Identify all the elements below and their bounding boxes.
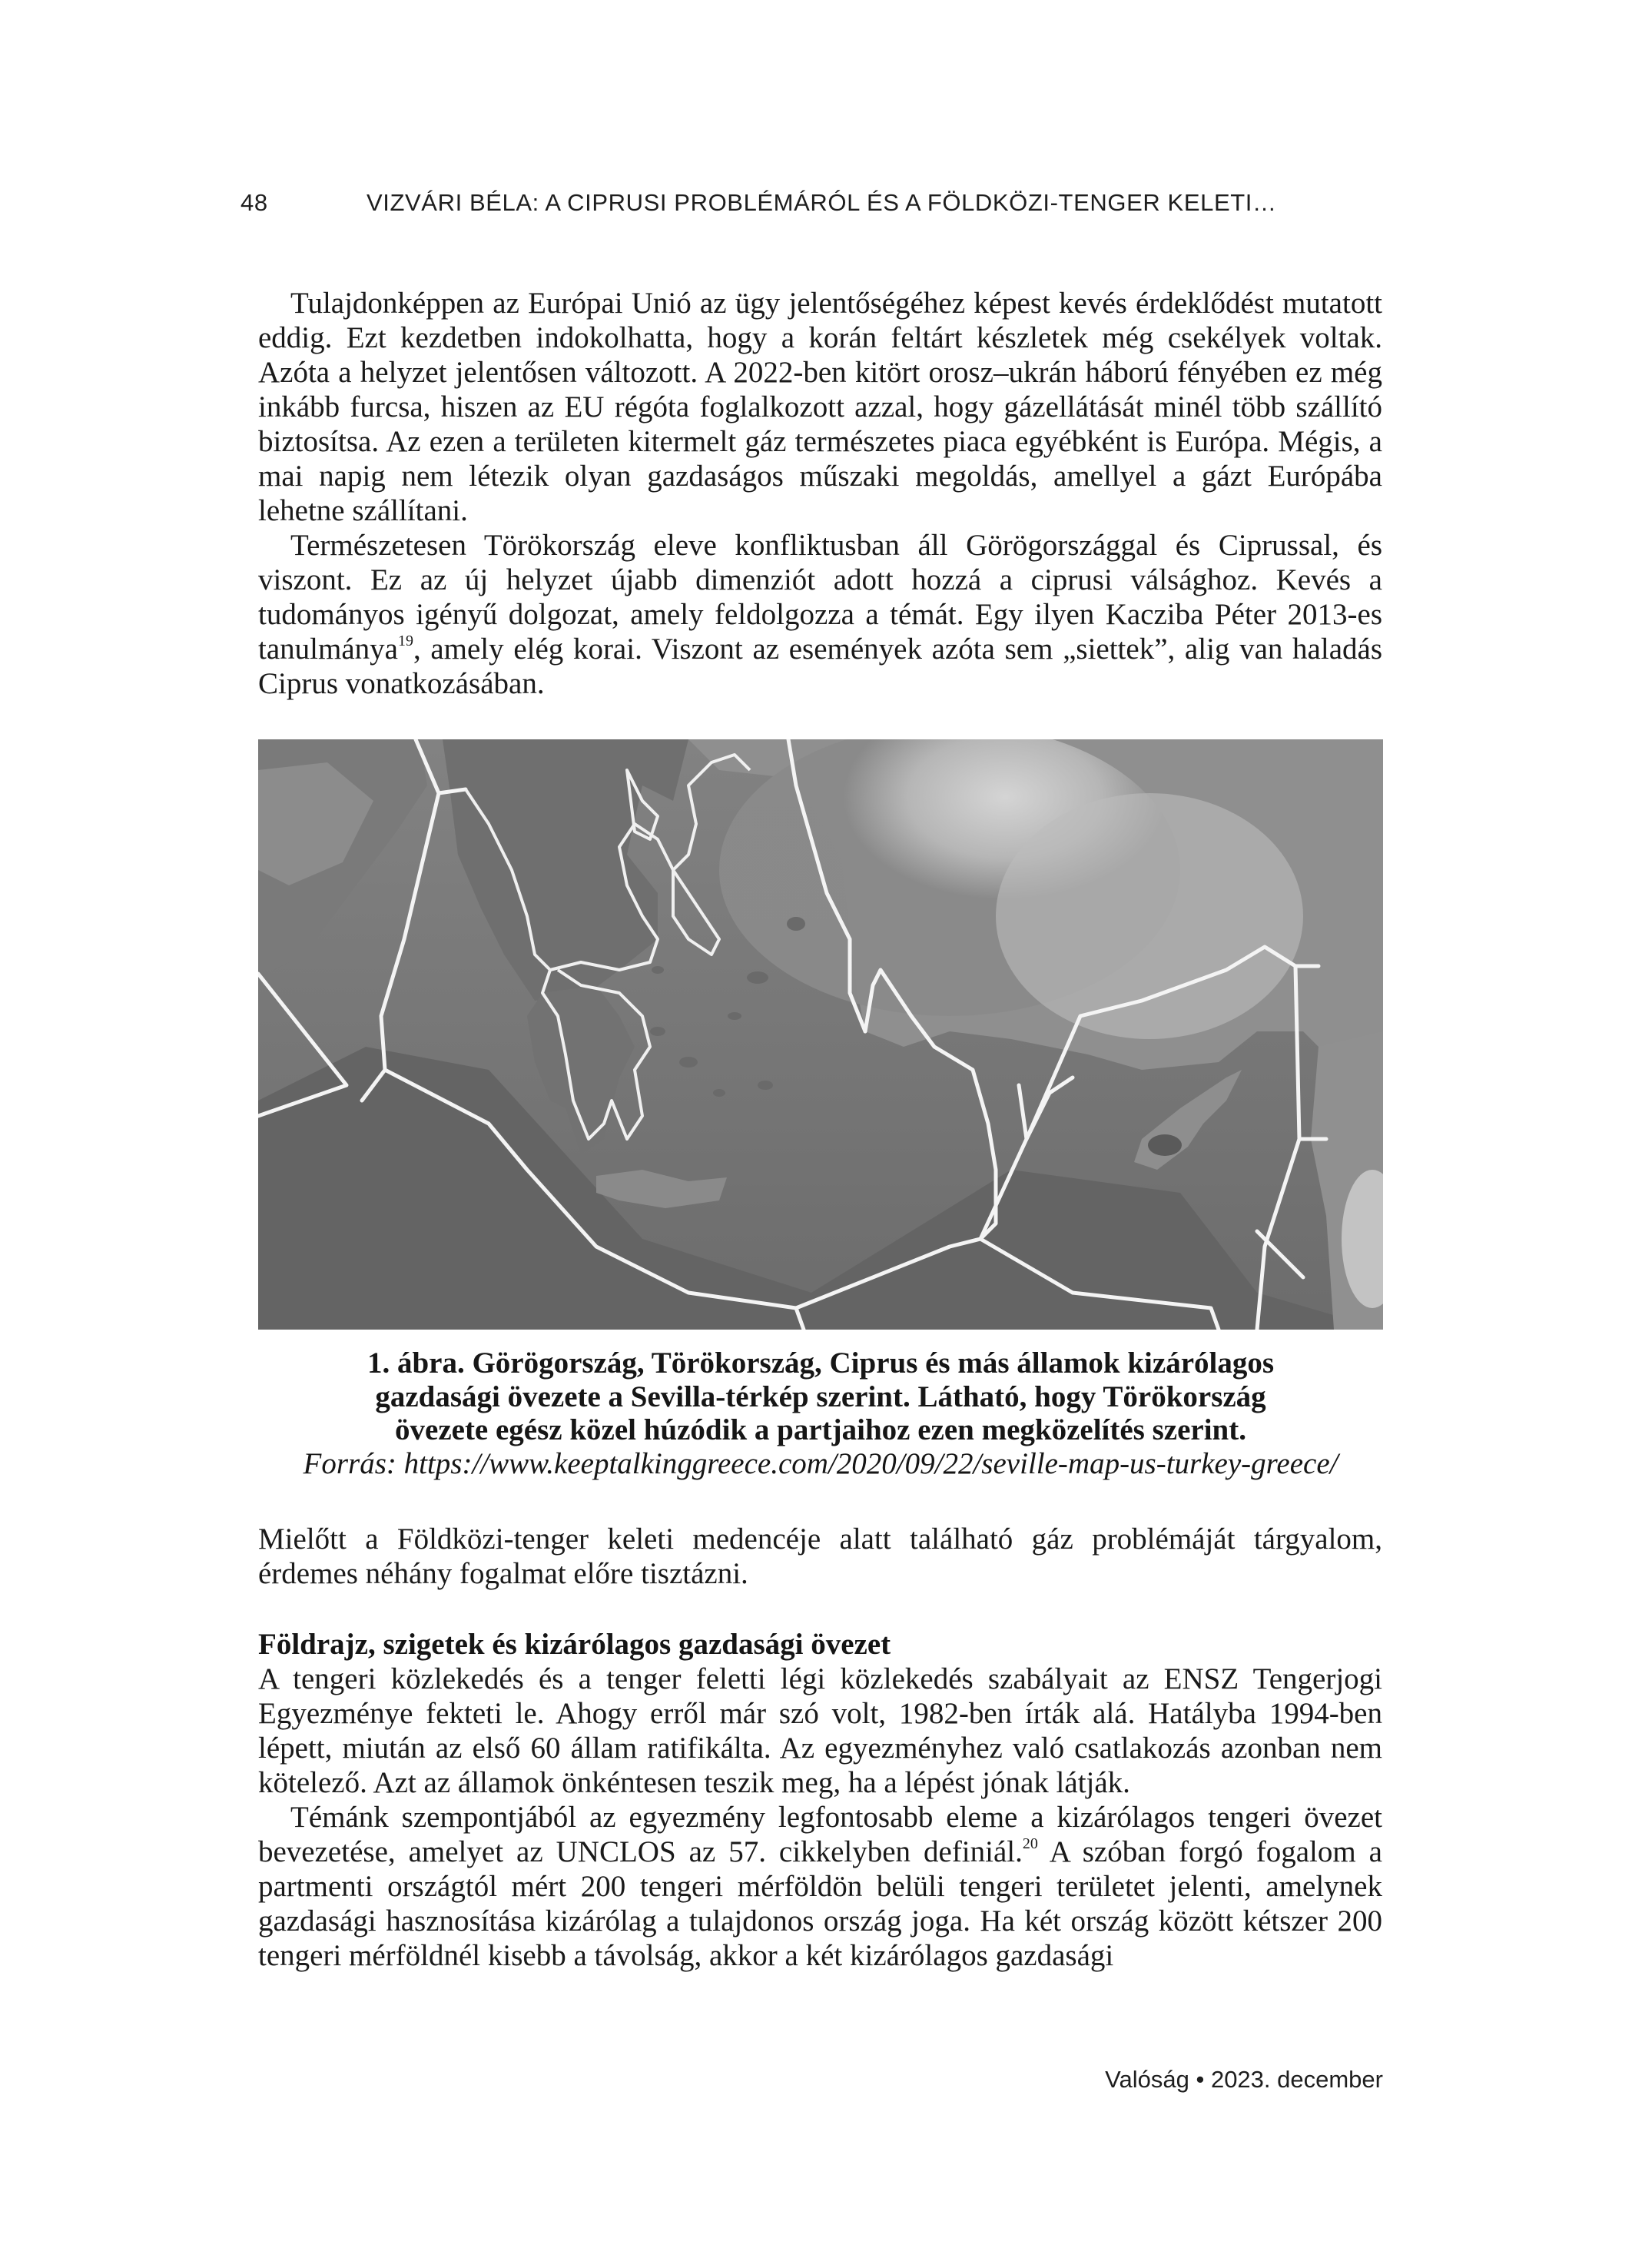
caption-source[interactable]: Forrás: https://www.keeptalkinggreece.com/2020/09/22/seville-map-us-turkey-greece/ bbox=[303, 1446, 1338, 1480]
footnote-ref[interactable]: 20 bbox=[1022, 1835, 1038, 1852]
paragraph: A tengeri közlekedés és a tenger feletti légi közlekedés szabályait az ENSZ Tengerjogi Egyezménye fekteti le. Ahogy erről már szó volt, 1982-ben írták alá. Hatályba 1994-ben lépett, miután az első 60 állam ratifikálta. Az egyezményhez való csatlakozás azonban nem kötelező. Azt az államok önkéntesen teszik meg, ha a lépést jónak látják. bbox=[258, 1662, 1382, 1799]
paragraph: Természetesen Törökország eleve konfliktusban áll Görögországgal és Ciprussal, és viszont. Ez az új helyzet újabb dimenziót adott hozzá a ciprusi válsághoz. Kevés a tudományos igényű dolgozat, amely feldolgozza a témát. Egy ilyen Kacziba Péter 2013-es tanulmánya$^{19}$, amely elég korai. Viszont az események azóta sem „siettek”, alig van haladás Ciprus vonatkozásában. bbox=[258, 529, 1382, 700]
figure-caption bbox=[258, 1347, 1383, 1480]
eez-map-figure bbox=[258, 739, 1383, 1330]
body-text-section bbox=[258, 1662, 1382, 1973]
running-title: VIZVÁRI BÉLA: A CIPRUSI PROBLÉMÁRÓL ÉS A FÖLDKÖZI-TENGER KELETI… bbox=[367, 189, 1277, 216]
running-header bbox=[240, 181, 1385, 220]
body-text-intro bbox=[258, 286, 1382, 701]
body-text-transition bbox=[258, 1522, 1382, 1591]
caption-line: gazdasági övezete a Sevilla-térkép szerint. Látható, hogy Törökország bbox=[375, 1380, 1266, 1413]
footnote-ref[interactable]: 19 bbox=[397, 633, 413, 649]
section-heading: Földrajz, szigetek és kizárólagos gazdasági övezet bbox=[258, 1628, 891, 1661]
page-number: 48 bbox=[240, 189, 268, 216]
caption-line: övezete egész közel húzódik a partjaihoz ezen megközelítés szerint. bbox=[395, 1413, 1246, 1446]
map-image bbox=[258, 739, 1383, 1330]
journal-name: Valóság bbox=[1105, 2066, 1189, 2093]
paragraph: Mielőtt a Földközi-tenger keleti medencéje alatt található gáz problémáját tárgyalom, érdemes néhány fogalmat előre tisztázni. bbox=[258, 1523, 1382, 1590]
issue-date: 2023. december bbox=[1210, 2066, 1383, 2093]
paragraph: Tulajdonképpen az Európai Unió az ügy jelentőségéhez képest kevés érdeklődést mutatott eddig. Ezt kezdetben indokolhatta, hogy a korán feltárt készletek még csekélyek voltak. Azóta a helyzet jelentősen változott. A 2022-ben kitört orosz–ukrán háború fényében ez még inkább furcsa, hiszen az EU régóta foglalkozott azzal, hogy gázellátását minél több szállító biztosítsa. Az ezen a területen kitermelt gáz természetes piaca egyébként is Európa. Mégis, a mai napig nem létezik olyan gazdaságos műszaki megoldás, amellyel a gázt Európába lehetne szállítani. bbox=[258, 287, 1382, 527]
page-footer bbox=[1105, 2066, 1383, 2094]
caption-line: 1. ábra. Görögország, Törökország, Ciprus és más államok kizárólagos bbox=[367, 1347, 1275, 1380]
paragraph: Témánk szempontjából az egyezmény legfontosabb eleme a kizárólagos tengeri övezet bevezetése, amelyet az UNCLOS az 57. cikkelyben definiál.$^{20}$ A szóban forgó fogalom a partmenti országtól mért 200 tengeri mérföldön belüli tengeri területet jelenti, amelynek gazdasági hasznosítása kizárólag a tulajdonos ország joga. Ha két ország között kétszer 200 tengeri mérföldnél kisebb a távolság, akkor a két kizárólagos gazdasági bbox=[258, 1801, 1382, 1972]
footer-separator: • bbox=[1196, 2066, 1205, 2093]
